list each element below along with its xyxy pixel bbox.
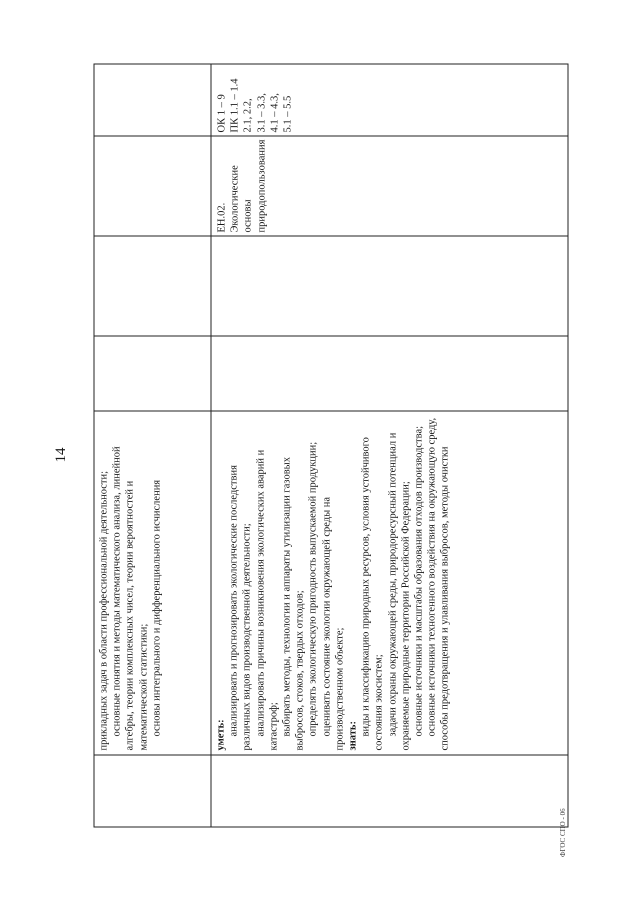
page-number: 14 — [53, 447, 69, 463]
cell-hours-max — [211, 335, 567, 410]
curriculum-table — [93, 63, 568, 827]
umet-item: оценивать состояние экологии окружающей среды на производственном объекте; — [320, 496, 345, 750]
cell-discipline — [94, 135, 210, 235]
cell-competencies — [211, 62, 567, 135]
competency-code: 3.1 – 3.3, — [255, 92, 267, 132]
curriculum-table-frame — [93, 63, 568, 827]
cell-competency-text — [211, 410, 567, 754]
cell-hours-class — [94, 235, 210, 335]
discipline-name: ЕН.02. Экологические основы природопользования — [216, 139, 267, 232]
cell-competencies — [94, 62, 210, 135]
znat-item: основные источники и масштабы образования отходов производства; — [413, 425, 425, 736]
znat-item: основные источники техногенного воздействия на окружающую среду, способы предотвращения и улавливания выбросов, методы очистки — [426, 417, 451, 750]
competency-code: ОК 1 – 9 — [216, 93, 227, 132]
competency-code: 4.1 – 4.3, — [268, 92, 280, 132]
umet-label: уметь: — [215, 718, 226, 750]
document-code: ФГОС СПО - 06 — [559, 808, 567, 857]
cell-index — [211, 754, 567, 826]
table-row-math — [93, 63, 211, 827]
text-line: основные понятия и методы математического анализа, линейной алгебры, теории комплексных чисел, теории вероятностей и математической статистики; — [111, 445, 149, 750]
text-line: основы интегрального и дифференциального исчисления — [150, 479, 162, 736]
competency-code: 2.1, 2.2, — [242, 97, 254, 132]
table-row-ecology — [211, 63, 568, 827]
umet-item: выбирать методы, технологии и аппараты утилизации газовых выбросов, стоков, твердых отходов; — [281, 456, 306, 750]
umet-item: анализировать причины возникновения экологических аварий и катастроф; — [254, 449, 279, 750]
cell-hours-class — [211, 235, 567, 335]
competency-code: ПК 1.1 – 1.4 — [229, 78, 241, 132]
cell-hours-max — [94, 335, 210, 410]
text-line: прикладных задач в области профессиональной деятельности; — [98, 470, 109, 750]
cell-competency-text — [94, 410, 210, 754]
znat-label: знать: — [347, 720, 359, 750]
znat-item: задачи охраны окружающей среды, природоресурсный потенциал и охраняемые природные территории Российской Федерации; — [386, 432, 411, 750]
umet-item: анализировать и прогнозировать экологические последствия различных видов производственной деятельности; — [228, 464, 253, 750]
cell-discipline — [211, 135, 567, 235]
umet-item: определять экологическую пригодность выпускаемой продукции; — [307, 441, 319, 736]
cell-index — [94, 754, 210, 826]
competency-code: 5.1 – 5.5 — [282, 95, 294, 132]
znat-item: виды и классификацию природных ресурсов, условия устойчивого состояния экосистем; — [360, 436, 385, 750]
